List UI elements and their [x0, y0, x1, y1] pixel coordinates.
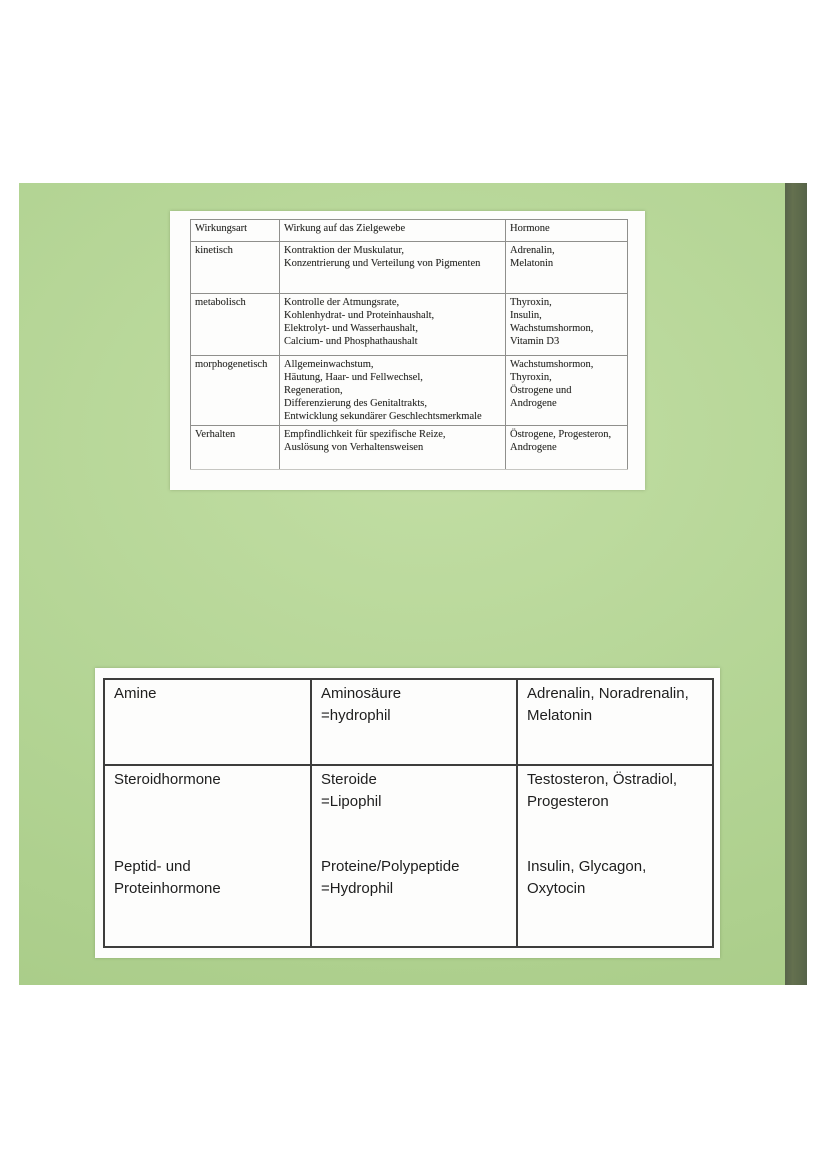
- cell-line: Steroide: [321, 771, 377, 788]
- cell-line: Elektrolyt- und Wasserhaushalt,: [284, 323, 418, 334]
- cell-line: Steroidhormone: [114, 771, 221, 788]
- effects-cell-art: [191, 294, 280, 356]
- cell-line: =hydrophil: [321, 706, 391, 724]
- effects-cell-wirkung: [280, 294, 506, 356]
- effects-cell-hormone: [506, 242, 628, 294]
- cell-line: Amine: [114, 685, 157, 702]
- hormone-classes-panel: [95, 668, 720, 958]
- cell-line: morphogenetisch: [195, 359, 268, 370]
- cell-line: metabolisch: [195, 297, 246, 308]
- cell-line: Proteine/Polypeptide: [321, 858, 460, 875]
- effects-cell-art: [191, 242, 280, 294]
- effects-row-kinetisch: [191, 242, 628, 294]
- classes-cell-struktur: [311, 765, 517, 853]
- cell-line: Androgene: [510, 442, 557, 453]
- cell-line: Calcium- und Phosphathaushalt: [284, 336, 418, 347]
- classes-cell-klasse: [104, 765, 311, 853]
- classes-cell-struktur: [311, 853, 517, 947]
- effects-row-morphogenetisch: [191, 356, 628, 426]
- effects-header-wirkungsart: Wirkungsart: [191, 220, 280, 242]
- effects-cell-art: [191, 356, 280, 426]
- cell-line: Wachstumshormon,: [510, 323, 594, 334]
- effects-cell-art: [191, 426, 280, 470]
- cell-line: Proteinhormone: [114, 879, 221, 897]
- effects-cell-wirkung: [280, 426, 506, 470]
- cell-line: kinetisch: [195, 245, 233, 256]
- hormone-classes-table: [103, 678, 714, 948]
- cell-line: Melatonin: [510, 258, 554, 269]
- classes-row-peptidhormone: [104, 853, 713, 947]
- cell-line: Entwicklung sekundärer Geschlechtsmerkmale: [284, 411, 482, 422]
- effects-row-metabolisch: [191, 294, 628, 356]
- cell-line: Thyroxin,: [510, 372, 552, 383]
- cell-line: Allgemeinwachstum,: [284, 359, 374, 370]
- cell-line: Insulin, Glycagon,: [527, 858, 647, 875]
- cell-line: Verhalten: [195, 429, 236, 440]
- cell-line: Konzentrierung und Verteilung von Pigmenten: [284, 258, 481, 269]
- cell-line: Häutung, Haar- und Fellwechsel,: [284, 372, 423, 383]
- classes-cell-beispiele: [517, 765, 713, 853]
- effects-cell-hormone: [506, 426, 628, 470]
- cell-line: Regeneration,: [284, 385, 343, 396]
- classes-cell-klasse: [104, 853, 311, 947]
- effects-row-verhalten: [191, 426, 628, 470]
- effects-cell-wirkung: [280, 242, 506, 294]
- slide-right-edge-strip: [785, 183, 807, 985]
- cell-line: Adrenalin,: [510, 245, 555, 256]
- classes-row-amine: [104, 679, 713, 765]
- cell-line: Wachstumshormon,: [510, 359, 594, 370]
- cell-line: Androgene: [510, 398, 557, 409]
- effects-header-hormone: Hormone: [506, 220, 628, 242]
- classes-cell-struktur: [311, 679, 517, 765]
- classes-row-steroidhormone: [104, 765, 713, 853]
- cell-line: Östrogene, Progesteron,: [510, 429, 612, 440]
- cell-line: Kontrolle der Atmungsrate,: [284, 297, 400, 308]
- cell-line: Östrogene und: [510, 385, 572, 396]
- cell-line: =Hydrophil: [321, 879, 394, 897]
- cell-line: Vitamin D3: [510, 336, 560, 347]
- cell-line: Auslösung von Verhaltensweisen: [284, 442, 424, 453]
- effects-header-row: [191, 220, 628, 242]
- cell-line: Empfindlichkeit für spezifische Reize,: [284, 429, 446, 440]
- cell-line: Differenzierung des Genitaltrakts,: [284, 398, 427, 409]
- cell-line: Kohlenhydrat- und Proteinhaushalt,: [284, 310, 435, 321]
- cell-line: =Lipophil: [321, 792, 382, 810]
- cell-line: Peptid- und: [114, 858, 191, 875]
- cell-line: Oxytocin: [527, 879, 586, 897]
- cell-line: Adrenalin, Noradrenalin,: [527, 685, 689, 702]
- effects-header-zielgewebe: Wirkung auf das Zielgewebe: [280, 220, 506, 242]
- classes-cell-beispiele: [517, 679, 713, 765]
- classes-cell-beispiele: [517, 853, 713, 947]
- cell-line: Insulin,: [510, 310, 542, 321]
- effects-cell-wirkung: [280, 356, 506, 426]
- slide-background: [19, 183, 807, 985]
- cell-line: Testosteron, Östradiol,: [527, 771, 678, 788]
- classes-cell-klasse: [104, 679, 311, 765]
- hormone-effects-panel: [170, 211, 645, 490]
- cell-line: Aminosäure: [321, 685, 402, 702]
- effects-cell-hormone: [506, 356, 628, 426]
- cell-line: Kontraktion der Muskulatur,: [284, 245, 405, 256]
- effects-cell-hormone: [506, 294, 628, 356]
- cell-line: Melatonin: [527, 706, 593, 724]
- cell-line: Progesteron: [527, 792, 609, 810]
- hormone-effects-table: [190, 219, 628, 470]
- cell-line: Thyroxin,: [510, 297, 552, 308]
